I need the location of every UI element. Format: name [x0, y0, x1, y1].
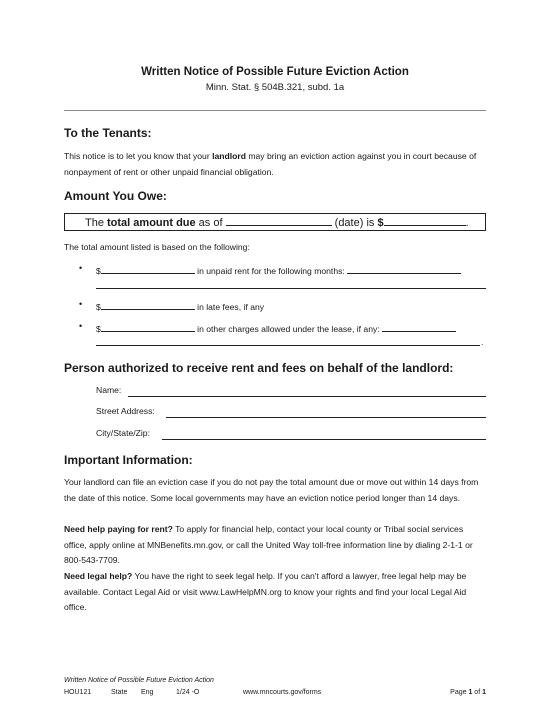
unpaid-rent-line: $ in unpaid rent for the following months:: [96, 264, 461, 276]
name-field[interactable]: [128, 396, 486, 397]
other-charges-line: $ in other charges allowed under the lease, if any:: [96, 322, 456, 334]
date-blank[interactable]: [226, 214, 332, 226]
other-charges-desc-blank[interactable]: [382, 322, 456, 332]
street-address-field[interactable]: [166, 417, 486, 418]
late-fees-line: $ in late fees, if any: [96, 302, 265, 312]
other-charges-blank[interactable]: [101, 322, 195, 332]
form-revision: 1/24 -O: [176, 689, 200, 696]
tenants-notice-text: This notice is to let you know that your landlord may bring an eviction action against you in court because of nonpayment of rent or other unpaid financial obligation.: [64, 151, 477, 177]
statute-citation: Minn. Stat. § 504B.321, subd. 1a: [205, 82, 345, 93]
late-fees-blank[interactable]: [101, 300, 195, 310]
form-title: Written Notice of Possible Future Eviction Action: [141, 66, 409, 78]
unpaid-months-blank-2[interactable]: [96, 288, 486, 289]
rent-help-text: Need help paying for rent? To apply for financial help, contact your local county or Tribal social services office, apply online at MNBenefits.mn.gov, or call the United Way toll-free information line by dialing 2-1-1 or 800-543-7709.: [64, 524, 473, 565]
tenants-heading: To the Tenants:: [64, 126, 152, 140]
eviction-case-text: Your landlord can file an eviction case if you do not pay the total amount due or move out within 14 days from the date of this notice. Some local governments may have an eviction notice period longer than 14 days.: [64, 477, 479, 503]
amount-heading: Amount You Owe:: [64, 189, 167, 203]
city-state-zip-field[interactable]: [162, 439, 486, 440]
forms-url: www.mncourts.gov/forms: [243, 689, 322, 696]
other-charges-desc-blank-2[interactable]: [96, 345, 480, 346]
bullet-icon: •: [79, 299, 83, 309]
amount-basis-text: The total amount listed is based on the following:: [64, 242, 250, 252]
bullet-icon: •: [79, 321, 83, 331]
bullet-icon: •: [79, 263, 83, 273]
form-language: Eng: [141, 689, 154, 696]
street-label: Street Address:: [96, 406, 155, 416]
name-label: Name:: [96, 385, 122, 395]
form-state: State: [111, 689, 128, 696]
footer-form-title: Written Notice of Possible Future Eviction Action: [64, 677, 214, 684]
form-code: HOU121: [64, 689, 92, 696]
total-amount-blank[interactable]: [384, 214, 466, 226]
city-label: City/State/Zip:: [96, 428, 150, 438]
authorized-heading: Person authorized to receive rent and fees on behalf of the landlord:: [64, 361, 454, 375]
total-amount-box: The total amount due as of (date) is $ .: [64, 213, 486, 231]
unpaid-rent-blank[interactable]: [101, 264, 195, 274]
legal-help-text: Need legal help? You have the right to seek legal help. If you can't afford a lawyer, free legal help may be available. Contact Legal Aid or visit www.LawHelpMN.org to know your rights and find your local Legal Aid office.: [64, 571, 467, 612]
page-number: Page 1 of 1: [450, 689, 486, 696]
important-heading: Important Information:: [64, 453, 193, 467]
end-period: .: [481, 337, 484, 347]
unpaid-months-blank[interactable]: [347, 264, 461, 274]
title-divider: [64, 110, 486, 111]
